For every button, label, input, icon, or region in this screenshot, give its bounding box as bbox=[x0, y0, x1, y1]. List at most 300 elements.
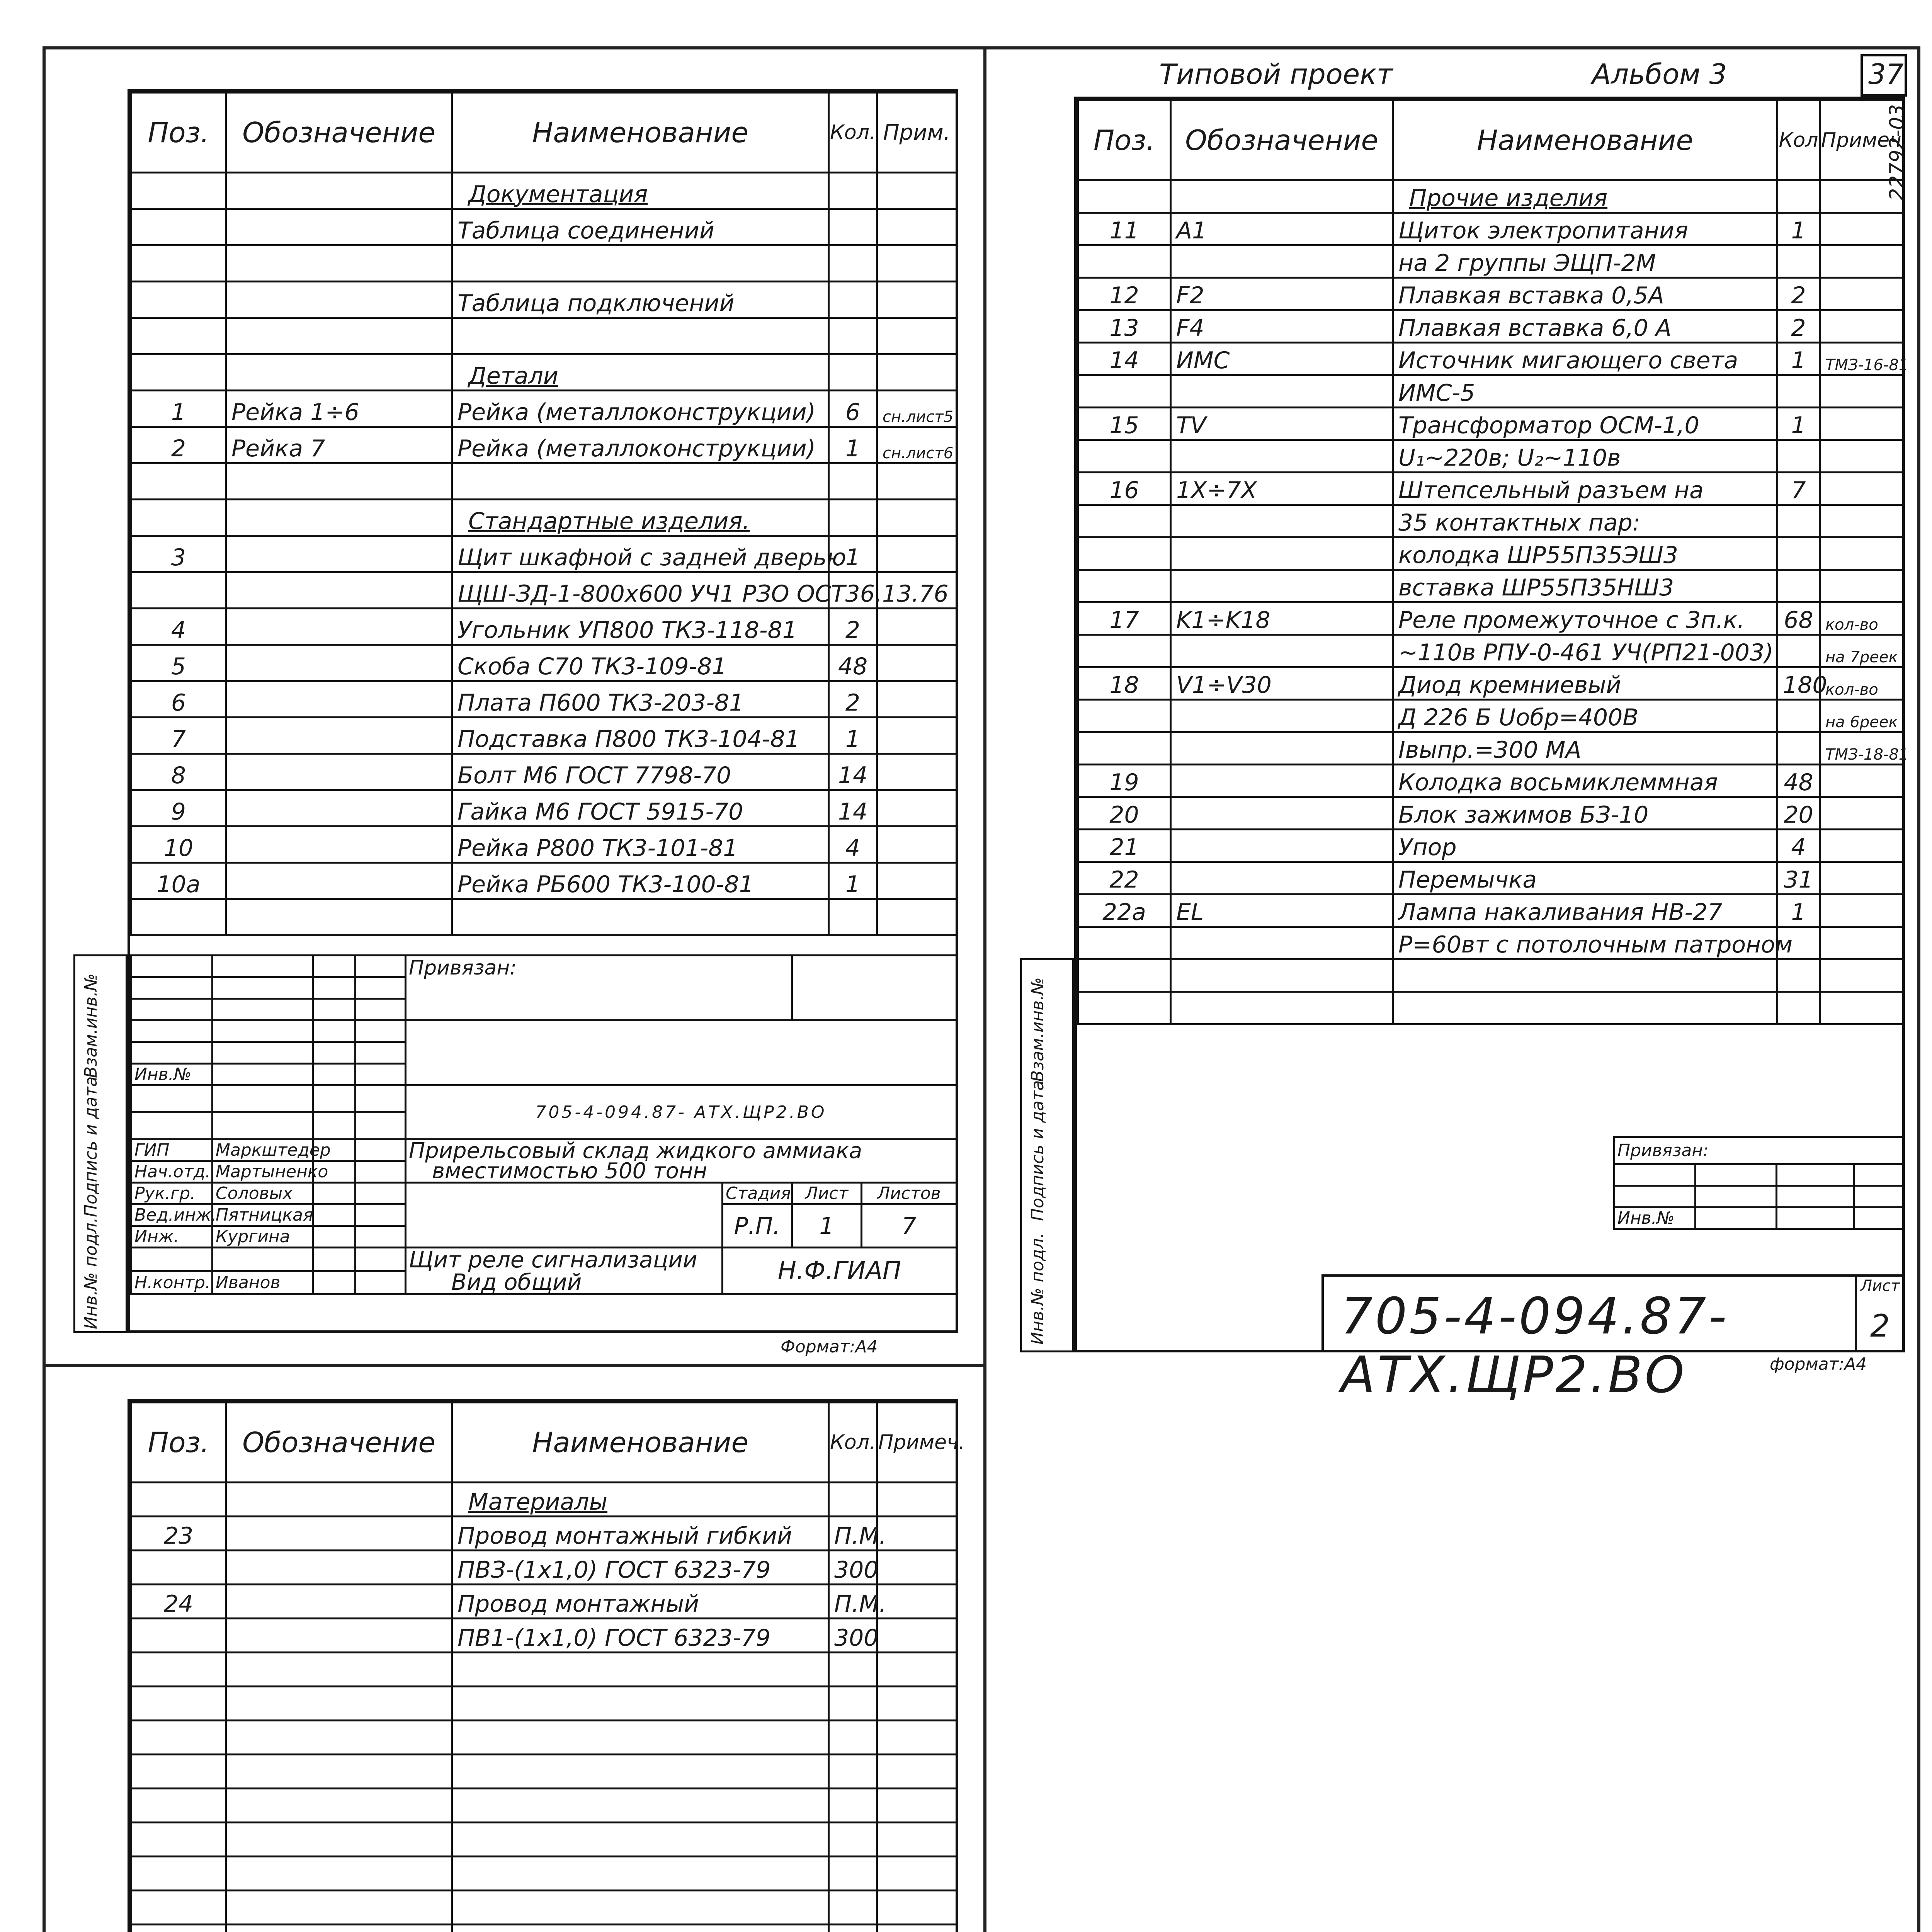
cell-note bbox=[877, 1551, 957, 1585]
cell-name bbox=[452, 899, 829, 935]
table-row bbox=[131, 1755, 957, 1789]
table-row bbox=[131, 1721, 957, 1755]
horizontal-divider bbox=[43, 1364, 986, 1367]
cell-note: кол-во bbox=[1820, 602, 1903, 635]
table-row bbox=[131, 209, 957, 245]
cell-name: Болт М6 ГОСТ 7798-70 bbox=[452, 754, 829, 790]
sheets-label: Листов bbox=[862, 1183, 957, 1204]
cell-note bbox=[1820, 895, 1903, 927]
cell-designation bbox=[226, 282, 452, 318]
cell-qty bbox=[1777, 992, 1820, 1024]
cell-note bbox=[877, 1585, 957, 1619]
table-row bbox=[131, 245, 957, 282]
cell-note bbox=[877, 609, 957, 645]
cell-name bbox=[452, 1789, 829, 1823]
table-row bbox=[131, 1687, 957, 1721]
cell-note bbox=[1820, 408, 1903, 440]
table-row bbox=[1078, 797, 1903, 830]
cell-name: Трансформатор ОСМ-1,0 bbox=[1393, 408, 1777, 440]
cell-note bbox=[1820, 537, 1903, 570]
table-row bbox=[131, 572, 957, 609]
cell-note bbox=[877, 318, 957, 354]
table-row bbox=[1078, 245, 1903, 278]
side-label-podpis: Подпись и дата bbox=[81, 1076, 101, 1217]
table-row bbox=[1078, 862, 1903, 895]
cell-designation: TV bbox=[1171, 408, 1393, 440]
cell-qty: 31 bbox=[1777, 862, 1820, 895]
project-title: Прирельсовый склад жидкого аммиака вместимостью 500 тонн bbox=[406, 1139, 957, 1183]
cell-designation bbox=[1171, 440, 1393, 473]
cell-pos bbox=[131, 1721, 226, 1755]
role bbox=[131, 1248, 213, 1271]
cell-name: Провод монтажный bbox=[452, 1585, 829, 1619]
role: Н.контр. bbox=[131, 1271, 213, 1294]
cell-name: U₁~220в; U₂~110в bbox=[1393, 440, 1777, 473]
cell-pos bbox=[1078, 375, 1171, 408]
cell-designation bbox=[226, 572, 452, 609]
cell-designation bbox=[1171, 635, 1393, 667]
cell-qty: 180 bbox=[1777, 667, 1820, 700]
cell-pos bbox=[131, 318, 226, 354]
cell-name: Колодка восьмиклеммная bbox=[1393, 765, 1777, 797]
table-row bbox=[131, 863, 957, 899]
cell-note bbox=[1820, 505, 1903, 537]
table-row bbox=[1078, 310, 1903, 343]
cell-qty: П.М. bbox=[829, 1585, 877, 1619]
table-row bbox=[131, 1857, 957, 1891]
col-note: Примеч. bbox=[1820, 100, 1903, 180]
cell-qty: 14 bbox=[829, 754, 877, 790]
cell-qty: П.М. bbox=[829, 1517, 877, 1551]
cell-designation bbox=[226, 718, 452, 754]
cell-qty bbox=[1777, 180, 1820, 213]
cell-pos: 23 bbox=[131, 1517, 226, 1551]
col-name: Наименование bbox=[1393, 100, 1777, 180]
role: Вед.инж. bbox=[131, 1204, 213, 1226]
privyazan-label: Привязан: bbox=[406, 956, 792, 1020]
cell-name bbox=[452, 1653, 829, 1687]
table-row bbox=[1078, 959, 1903, 992]
cell-pos: 13 bbox=[1078, 310, 1171, 343]
cell-designation bbox=[226, 1823, 452, 1857]
cell-pos: 9 bbox=[131, 790, 226, 827]
table-row bbox=[131, 282, 957, 318]
cell-pos bbox=[131, 572, 226, 609]
table-row bbox=[1078, 700, 1903, 732]
cell-name: Документация bbox=[452, 173, 829, 209]
cell-qty bbox=[829, 500, 877, 536]
cell-pos bbox=[131, 1483, 226, 1517]
cell-qty: 1 bbox=[829, 427, 877, 463]
cell-designation bbox=[1171, 992, 1393, 1024]
cell-pos: 8 bbox=[131, 754, 226, 790]
table-row bbox=[1078, 635, 1903, 667]
cell-name: Упор bbox=[1393, 830, 1777, 862]
cell-qty: 2 bbox=[829, 609, 877, 645]
cell-pos: 22а bbox=[1078, 895, 1171, 927]
cell-pos bbox=[1078, 440, 1171, 473]
cell-designation bbox=[226, 1857, 452, 1891]
cell-designation: F2 bbox=[1171, 278, 1393, 310]
cell-designation: K1÷K18 bbox=[1171, 602, 1393, 635]
cell-designation bbox=[226, 1755, 452, 1789]
col-qty: Кол bbox=[1777, 100, 1820, 180]
inv-label: Инв.№ bbox=[131, 1064, 213, 1085]
cell-name: Д 226 Б Uобр=400В bbox=[1393, 700, 1777, 732]
cell-qty: 4 bbox=[1777, 830, 1820, 862]
cell-qty: 1 bbox=[1777, 408, 1820, 440]
cell-qty bbox=[829, 1789, 877, 1823]
cell-pos: 16 bbox=[1078, 473, 1171, 505]
cell-pos: 2 bbox=[131, 427, 226, 463]
cell-note bbox=[877, 536, 957, 572]
person bbox=[213, 1248, 313, 1271]
cell-designation bbox=[226, 318, 452, 354]
col-designation: Обозначение bbox=[226, 93, 452, 173]
cell-designation bbox=[1171, 700, 1393, 732]
cell-qty bbox=[829, 1653, 877, 1687]
role: Рук.гр. bbox=[131, 1183, 213, 1204]
cell-qty: 2 bbox=[1777, 278, 1820, 310]
cell-designation bbox=[226, 354, 452, 391]
cell-pos bbox=[131, 500, 226, 536]
cell-qty: 20 bbox=[1777, 797, 1820, 830]
cell-designation bbox=[1171, 830, 1393, 862]
cell-pos bbox=[131, 1687, 226, 1721]
cell-note bbox=[877, 645, 957, 681]
cell-qty bbox=[1777, 570, 1820, 602]
col-designation: Обозначение bbox=[1171, 100, 1393, 180]
cell-name: Р=60вт с потолочным патроном bbox=[1393, 927, 1777, 959]
cell-name: Источник мигающего света bbox=[1393, 343, 1777, 375]
cell-qty bbox=[829, 173, 877, 209]
project-label: Типовой проект bbox=[1159, 58, 1393, 90]
table-row bbox=[131, 1517, 957, 1551]
cell-pos: 10а bbox=[131, 863, 226, 899]
cell-pos bbox=[131, 1755, 226, 1789]
cell-pos bbox=[1078, 180, 1171, 213]
cell-note bbox=[877, 681, 957, 718]
sheet-1-stamp bbox=[130, 954, 957, 1295]
cell-name: на 2 группы ЭЩП-2М bbox=[1393, 245, 1777, 278]
cell-name: Гайка М6 ГОСТ 5915-70 bbox=[452, 790, 829, 827]
cell-pos: 18 bbox=[1078, 667, 1171, 700]
cell-designation bbox=[1171, 927, 1393, 959]
page-number: 37 bbox=[1868, 58, 1904, 90]
cell-note bbox=[877, 354, 957, 391]
cell-designation bbox=[1171, 375, 1393, 408]
table-row bbox=[131, 391, 957, 427]
cell-note bbox=[877, 1925, 957, 1932]
cell-designation: ИМС bbox=[1171, 343, 1393, 375]
cell-name: Детали bbox=[452, 354, 829, 391]
cell-qty bbox=[829, 1891, 877, 1925]
sheet-label: Лист bbox=[792, 1183, 862, 1204]
sheet-2-code: 705-4-094.87- АТХ.ЩР2.ВО bbox=[1341, 1287, 1729, 1404]
cell-note bbox=[877, 1687, 957, 1721]
cell-pos: 20 bbox=[1078, 797, 1171, 830]
cell-qty bbox=[829, 354, 877, 391]
table-row bbox=[1078, 180, 1903, 213]
table-row bbox=[131, 1483, 957, 1517]
cell-designation bbox=[226, 1891, 452, 1925]
cell-designation bbox=[226, 1925, 452, 1932]
cell-pos: 21 bbox=[1078, 830, 1171, 862]
cell-name: Блок зажимов БЗ-10 bbox=[1393, 797, 1777, 830]
table-row bbox=[131, 645, 957, 681]
cell-qty: 6 bbox=[829, 391, 877, 427]
table-row bbox=[131, 427, 957, 463]
cell-note: ТМЗ-18-81 bbox=[1820, 732, 1903, 765]
cell-name: Прочие изделия bbox=[1393, 180, 1777, 213]
role: Нач.отд. bbox=[131, 1161, 213, 1183]
cell-note bbox=[1820, 473, 1903, 505]
table-row bbox=[131, 1925, 957, 1932]
cell-name: Стандартные изделия. bbox=[452, 500, 829, 536]
cell-name bbox=[452, 245, 829, 282]
cell-pos bbox=[1078, 245, 1171, 278]
table-row bbox=[1078, 375, 1903, 408]
col-pos: Поз. bbox=[131, 1403, 226, 1483]
cell-qty bbox=[829, 209, 877, 245]
table-row bbox=[1078, 570, 1903, 602]
table-row bbox=[1078, 537, 1903, 570]
cell-qty: 1 bbox=[1777, 895, 1820, 927]
cell-qty bbox=[829, 1483, 877, 1517]
cell-pos: 1 bbox=[131, 391, 226, 427]
sheet-3-table bbox=[130, 1401, 965, 1932]
side-label-podpis: Подпись и дата bbox=[1028, 1080, 1048, 1221]
cell-qty bbox=[829, 1857, 877, 1891]
sheet-1-code: 705-4-094.87- АТХ.ЩР2.ВО bbox=[406, 1085, 957, 1139]
cell-qty bbox=[1777, 537, 1820, 570]
table-row bbox=[131, 718, 957, 754]
cell-name: Таблица соединений bbox=[452, 209, 829, 245]
cell-name: ПВ1-(1х1,0) ГОСТ 6323-79 bbox=[452, 1619, 829, 1653]
cell-name bbox=[452, 1721, 829, 1755]
cell-note bbox=[1820, 570, 1903, 602]
table-row bbox=[131, 1823, 957, 1857]
sheet-1-table bbox=[130, 92, 957, 936]
cell-note bbox=[1820, 862, 1903, 895]
sheet-2-table bbox=[1077, 99, 1909, 1025]
cell-note bbox=[1820, 213, 1903, 245]
cell-note bbox=[1820, 927, 1903, 959]
cell-note bbox=[877, 863, 957, 899]
table-row bbox=[131, 754, 957, 790]
cell-designation bbox=[1171, 797, 1393, 830]
cell-name: Реле промежуточное с 3п.к. bbox=[1393, 602, 1777, 635]
cell-name: ЩШ-ЗД-1-800х600 УЧ1 РЗО ОСТ36.13.76 bbox=[452, 572, 829, 609]
cell-qty: 2 bbox=[1777, 310, 1820, 343]
album-label: Альбом 3 bbox=[1592, 58, 1727, 90]
cell-name bbox=[452, 1823, 829, 1857]
cell-note bbox=[877, 282, 957, 318]
table-row bbox=[131, 318, 957, 354]
cell-qty: 7 bbox=[1777, 473, 1820, 505]
sheet-2-stamp bbox=[1613, 1136, 1904, 1230]
cell-qty bbox=[1777, 959, 1820, 992]
cell-qty bbox=[1777, 440, 1820, 473]
cell-designation bbox=[226, 463, 452, 500]
table-row bbox=[1078, 830, 1903, 862]
cell-name bbox=[452, 1891, 829, 1925]
table-row bbox=[131, 827, 957, 863]
col-note: Примеч. bbox=[877, 1403, 957, 1483]
cell-pos bbox=[1078, 959, 1171, 992]
cell-pos: 17 bbox=[1078, 602, 1171, 635]
cell-note bbox=[1820, 830, 1903, 862]
cell-name bbox=[452, 1925, 829, 1932]
table-row bbox=[131, 1551, 957, 1585]
cell-name: Провод монтажный гибкий bbox=[452, 1517, 829, 1551]
cell-designation bbox=[226, 173, 452, 209]
table-row bbox=[1078, 895, 1903, 927]
cell-name bbox=[452, 1687, 829, 1721]
cell-note bbox=[877, 827, 957, 863]
table-row bbox=[1078, 408, 1903, 440]
cell-qty: 1 bbox=[829, 536, 877, 572]
cell-qty: 2 bbox=[829, 681, 877, 718]
vertical-divider bbox=[983, 46, 986, 1932]
table-row bbox=[131, 463, 957, 500]
side-label-inv: Инв.№ подл. bbox=[81, 1217, 101, 1329]
cell-pos: 3 bbox=[131, 536, 226, 572]
cell-name bbox=[452, 318, 829, 354]
cell-note bbox=[1820, 245, 1903, 278]
cell-designation bbox=[1171, 570, 1393, 602]
cell-note bbox=[1820, 180, 1903, 213]
cell-pos bbox=[131, 282, 226, 318]
org-name: Н.Ф.ГИАП bbox=[723, 1248, 957, 1294]
cell-name bbox=[452, 463, 829, 500]
cell-pos bbox=[131, 245, 226, 282]
cell-pos: 7 bbox=[131, 718, 226, 754]
cell-qty: 48 bbox=[829, 645, 877, 681]
cell-note: кол-во bbox=[1820, 667, 1903, 700]
cell-name: колодка ШР55П35ЭШ3 bbox=[1393, 537, 1777, 570]
cell-note bbox=[877, 463, 957, 500]
person: Иванов bbox=[213, 1271, 313, 1294]
table-row bbox=[131, 1619, 957, 1653]
cell-qty bbox=[829, 1687, 877, 1721]
cell-pos: 4 bbox=[131, 609, 226, 645]
cell-designation bbox=[226, 863, 452, 899]
cell-designation bbox=[226, 1619, 452, 1653]
cell-name: Iвыпр.=300 МА bbox=[1393, 732, 1777, 765]
sheets-value: 7 bbox=[862, 1204, 957, 1248]
cell-note: сн.лист5 bbox=[877, 391, 957, 427]
cell-designation bbox=[226, 1687, 452, 1721]
table-row bbox=[131, 1891, 957, 1925]
cell-designation bbox=[226, 1653, 452, 1687]
cell-pos bbox=[131, 1925, 226, 1932]
cell-designation bbox=[1171, 537, 1393, 570]
cell-qty bbox=[829, 282, 877, 318]
cell-note bbox=[877, 1891, 957, 1925]
cell-designation: 1X÷7X bbox=[1171, 473, 1393, 505]
cell-designation bbox=[226, 1517, 452, 1551]
cell-designation: Рейка 1÷6 bbox=[226, 391, 452, 427]
cell-name: Штепсельный разъем на bbox=[1393, 473, 1777, 505]
col-qty: Кол. bbox=[829, 93, 877, 173]
col-note: Прим. bbox=[877, 93, 957, 173]
table-row bbox=[1078, 213, 1903, 245]
cell-note: на 6реек bbox=[1820, 700, 1903, 732]
cell-name: ИМС-5 bbox=[1393, 375, 1777, 408]
cell-qty bbox=[829, 463, 877, 500]
cell-designation bbox=[1171, 732, 1393, 765]
table-row bbox=[1078, 732, 1903, 765]
cell-note bbox=[877, 1857, 957, 1891]
cell-designation bbox=[1171, 959, 1393, 992]
cell-qty: 1 bbox=[829, 718, 877, 754]
cell-designation bbox=[1171, 765, 1393, 797]
cell-designation bbox=[226, 1483, 452, 1517]
col-designation: Обозначение bbox=[226, 1403, 452, 1483]
cell-designation bbox=[226, 1551, 452, 1585]
cell-note bbox=[877, 1789, 957, 1823]
cell-note bbox=[877, 1721, 957, 1755]
table-row bbox=[131, 1789, 957, 1823]
cell-designation: V1÷V30 bbox=[1171, 667, 1393, 700]
cell-designation bbox=[1171, 245, 1393, 278]
cell-name bbox=[452, 1755, 829, 1789]
stage-value: Р.П. bbox=[723, 1204, 792, 1248]
cell-name: Плата П600 ТК3-203-81 bbox=[452, 681, 829, 718]
cell-qty: 48 bbox=[1777, 765, 1820, 797]
col-pos: Поз. bbox=[1078, 100, 1171, 180]
cell-note bbox=[877, 790, 957, 827]
person: Пятницкая bbox=[213, 1204, 313, 1226]
inv-label: Инв.№ bbox=[1614, 1208, 1696, 1229]
cell-designation bbox=[226, 209, 452, 245]
cell-note bbox=[877, 1483, 957, 1517]
cell-note bbox=[877, 209, 957, 245]
cell-designation bbox=[226, 1789, 452, 1823]
side-label-vzam: Взам.инв.№ bbox=[1028, 977, 1048, 1082]
cell-note bbox=[877, 173, 957, 209]
cell-designation bbox=[226, 536, 452, 572]
cell-pos bbox=[1078, 537, 1171, 570]
side-label-vzam: Взам.инв.№ bbox=[81, 973, 101, 1078]
cell-note: сн.лист6 bbox=[877, 427, 957, 463]
cell-note bbox=[877, 1619, 957, 1653]
cell-name: Таблица подключений bbox=[452, 282, 829, 318]
cell-note bbox=[877, 754, 957, 790]
table-row bbox=[131, 536, 957, 572]
cell-qty bbox=[829, 1721, 877, 1755]
cell-name: Угольник УП800 ТК3-118-81 bbox=[452, 609, 829, 645]
table-row bbox=[131, 1653, 957, 1687]
sheet-1-format: Формат:А4 bbox=[781, 1337, 878, 1357]
cell-name: Подставка П800 ТК3-104-81 bbox=[452, 718, 829, 754]
cell-qty bbox=[829, 1823, 877, 1857]
cell-note bbox=[1820, 797, 1903, 830]
cell-designation bbox=[226, 1721, 452, 1755]
table-row bbox=[1078, 473, 1903, 505]
table-row bbox=[131, 173, 957, 209]
cell-pos bbox=[131, 173, 226, 209]
cell-note bbox=[1820, 310, 1903, 343]
cell-note bbox=[1820, 765, 1903, 797]
cell-name: Материалы bbox=[452, 1483, 829, 1517]
cell-pos bbox=[1078, 635, 1171, 667]
cell-note: на 7реек bbox=[1820, 635, 1903, 667]
table-row bbox=[1078, 602, 1903, 635]
cell-pos bbox=[1078, 992, 1171, 1024]
cell-pos: 15 bbox=[1078, 408, 1171, 440]
